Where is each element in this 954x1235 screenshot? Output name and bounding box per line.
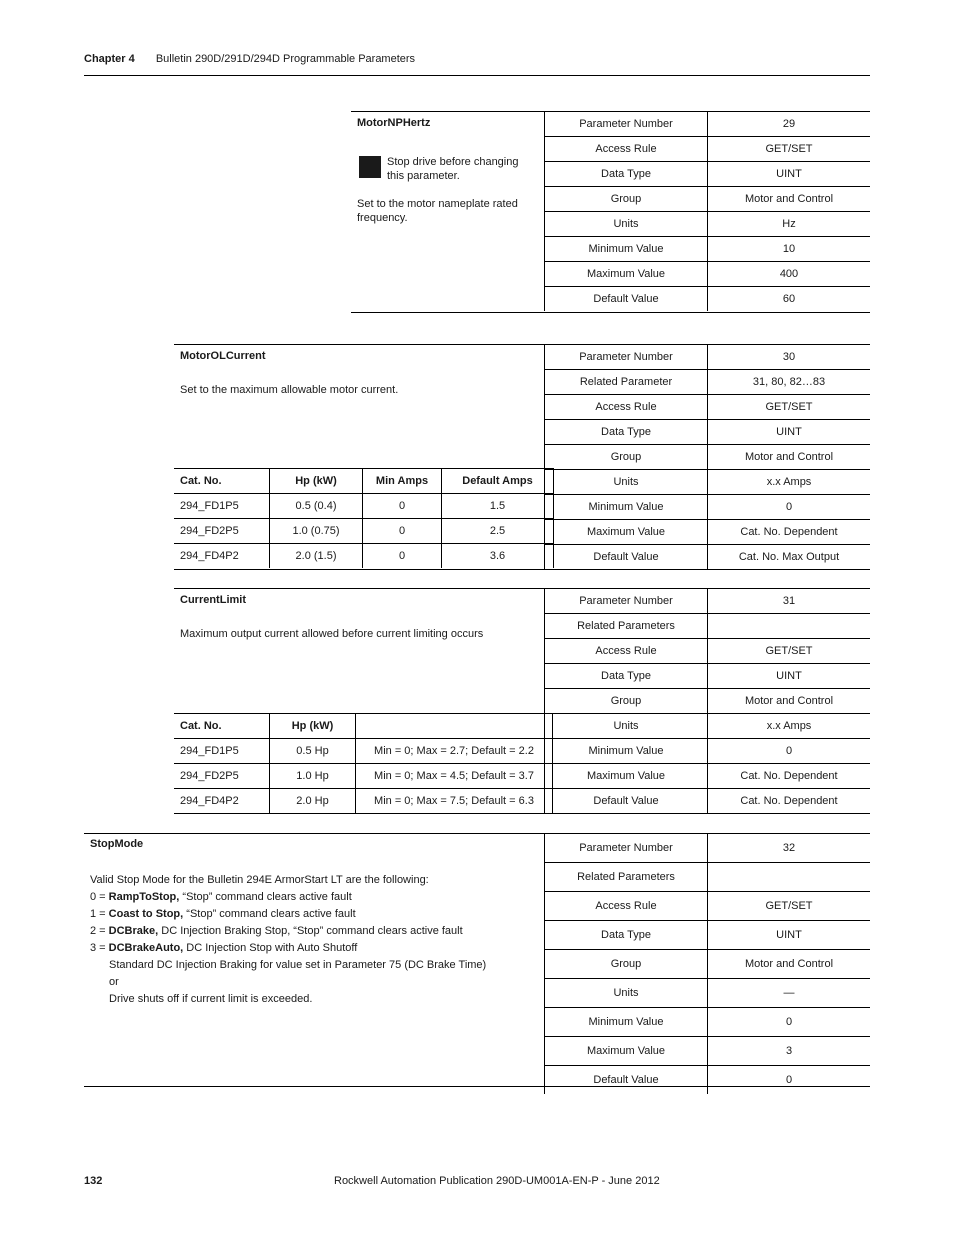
property-label: Minimum Value xyxy=(545,237,708,262)
property-label: Related Parameters xyxy=(545,614,708,639)
property-label: Data Type xyxy=(545,921,708,950)
property-label: Data Type xyxy=(545,162,708,187)
stopmode-description xyxy=(90,872,530,1008)
property-value: UINT xyxy=(708,162,871,187)
property-value: UINT xyxy=(708,420,871,445)
property-row xyxy=(545,237,871,262)
property-label: Maximum Value xyxy=(545,262,708,287)
property-label: Units xyxy=(545,212,708,237)
property-row xyxy=(545,689,871,714)
property-label: Maximum Value xyxy=(545,764,708,789)
property-value: 60 xyxy=(708,287,871,312)
property-row xyxy=(545,137,871,162)
property-row xyxy=(545,614,871,639)
property-row xyxy=(545,714,871,739)
property-label: Minimum Value xyxy=(545,495,708,520)
stopmode-intro: Valid Stop Mode for the Bulletin 294E ArmorStart LT are the following: xyxy=(90,874,429,886)
property-label: Units xyxy=(545,470,708,495)
chapter-title: Bulletin 290D/291D/294D Programmable Parameters xyxy=(155,53,416,65)
option-description: “Stop” command clears active fault xyxy=(183,908,356,920)
param-properties-table xyxy=(544,589,870,813)
property-row xyxy=(545,789,871,814)
property-value: UINT xyxy=(708,664,871,689)
stopmode-option xyxy=(90,923,530,940)
property-value: 0 xyxy=(708,1066,871,1095)
property-label: Parameter Number xyxy=(545,345,708,370)
stopmode-options xyxy=(90,889,530,957)
property-value: Motor and Control xyxy=(708,950,871,979)
property-label: Default Value xyxy=(545,545,708,570)
property-row xyxy=(545,892,871,921)
warning-icon xyxy=(359,156,381,178)
param-properties-table xyxy=(544,112,870,311)
table-cell: 2.0 Hp xyxy=(270,789,356,814)
option-description: DC Injection Braking Stop, “Stop” command clears active fault xyxy=(158,925,463,937)
table-cell: 294_FD1P5 xyxy=(174,494,270,519)
property-value: 31, 80, 82…83 xyxy=(708,370,871,395)
property-value: x.x Amps xyxy=(708,470,871,495)
property-value xyxy=(708,863,871,892)
property-row xyxy=(545,639,871,664)
property-row xyxy=(545,495,871,520)
column-header: Hp (kW) xyxy=(270,714,356,739)
property-row xyxy=(545,345,871,370)
property-label: Data Type xyxy=(545,420,708,445)
property-value: Motor and Control xyxy=(708,689,871,714)
property-row xyxy=(545,950,871,979)
property-value: 400 xyxy=(708,262,871,287)
property-row xyxy=(545,212,871,237)
table-cell: 294_FD4P2 xyxy=(174,544,270,569)
property-row xyxy=(545,589,871,614)
property-label: Related Parameter xyxy=(545,370,708,395)
property-row xyxy=(545,834,871,863)
column-header: Hp (kW) xyxy=(270,469,363,494)
property-row xyxy=(545,395,871,420)
property-value: GET/SET xyxy=(708,892,871,921)
catalog-table xyxy=(174,713,553,813)
property-value: 30 xyxy=(782,351,796,363)
option-name: DCBrake, xyxy=(108,925,159,937)
param-description: Set to the maximum allowable motor current. xyxy=(180,384,399,396)
property-value: 3 xyxy=(708,1037,871,1066)
stopmode-sub-shutoff: Drive shuts off if current limit is exceeded. xyxy=(109,993,313,1005)
param-block-motorolcurrent xyxy=(174,344,870,570)
property-label: Group xyxy=(545,187,708,212)
table-cell: Min = 0; Max = 7.5; Default = 6.3 xyxy=(356,789,553,814)
property-value: GET/SET xyxy=(708,395,871,420)
property-value: Motor and Control xyxy=(708,187,871,212)
warning-text: Stop drive before changing this parameter. xyxy=(387,156,519,182)
table-cell: Min = 0; Max = 2.7; Default = 2.2 xyxy=(356,739,553,764)
param-description: Set to the motor nameplate rated frequency. xyxy=(357,198,518,224)
param-block-currentlimit xyxy=(174,588,870,814)
param-block-stopmode xyxy=(84,833,870,1087)
option-value: 3 = xyxy=(90,942,109,954)
option-name: Coast to Stop, xyxy=(108,908,184,920)
property-row xyxy=(545,764,871,789)
option-name: RampToStop, xyxy=(108,891,180,903)
property-value: 0 xyxy=(708,739,871,764)
property-row xyxy=(545,545,871,570)
property-label: Group xyxy=(545,950,708,979)
property-value: 10 xyxy=(708,237,871,262)
property-label: Default Value xyxy=(545,789,708,814)
stopmode-sub-or: or xyxy=(109,976,119,988)
property-row xyxy=(545,863,871,892)
property-row xyxy=(545,162,871,187)
catalog-header-row xyxy=(174,469,554,494)
table-cell: 294_FD2P5 xyxy=(174,764,270,789)
property-row xyxy=(545,1037,871,1066)
property-row xyxy=(545,470,871,495)
table-cell: 2.0 (1.5) xyxy=(270,544,363,569)
property-value: 31 xyxy=(782,595,796,607)
table-cell: 0.5 (0.4) xyxy=(270,494,363,519)
table-cell: 1.0 Hp xyxy=(270,764,356,789)
property-row xyxy=(545,262,871,287)
property-value: Motor and Control xyxy=(708,445,871,470)
property-label: Units xyxy=(545,714,708,739)
publication-info: Rockwell Automation Publication 290D-UM001A-EN-P - June 2012 xyxy=(334,1175,660,1187)
property-label: Parameter Number xyxy=(545,112,708,137)
property-value: Cat. No. Dependent xyxy=(708,789,871,814)
property-label: Parameter Number xyxy=(545,589,708,614)
table-cell: 3.6 xyxy=(442,544,554,569)
param-block-motornphertz xyxy=(351,111,870,313)
catalog-header-row xyxy=(174,714,553,739)
param-name: MotorOLCurrent xyxy=(180,350,266,362)
property-row xyxy=(545,1066,871,1095)
page-header xyxy=(84,53,415,65)
option-value: 0 = xyxy=(90,891,109,903)
property-label: Access Rule xyxy=(545,892,708,921)
option-description: “Stop” command clears active fault xyxy=(179,891,352,903)
catalog-table xyxy=(174,468,554,568)
option-value: 2 = xyxy=(90,925,109,937)
column-header: Min Amps xyxy=(363,469,442,494)
table-row xyxy=(174,789,553,814)
param-name: StopMode xyxy=(90,838,144,850)
table-cell: 0 xyxy=(363,544,442,569)
stopmode-option xyxy=(90,940,530,957)
table-cell: 294_FD1P5 xyxy=(174,739,270,764)
property-label: Maximum Value xyxy=(545,1037,708,1066)
option-description: DC Injection Stop with Auto Shutoff xyxy=(183,942,358,954)
stopmode-option xyxy=(90,889,530,906)
property-row xyxy=(545,420,871,445)
property-label: Related Parameters xyxy=(545,863,708,892)
property-value: Hz xyxy=(708,212,871,237)
table-row xyxy=(174,739,553,764)
param-properties-table xyxy=(544,345,870,569)
table-cell: 294_FD4P2 xyxy=(174,789,270,814)
table-cell: 0 xyxy=(363,494,442,519)
property-value xyxy=(708,614,871,639)
property-row xyxy=(545,664,871,689)
param-name: MotorNPHertz xyxy=(357,117,431,129)
stopmode-option xyxy=(90,906,530,923)
table-cell: 1.5 xyxy=(442,494,554,519)
property-row xyxy=(545,921,871,950)
property-label: Minimum Value xyxy=(545,1008,708,1037)
property-label: Group xyxy=(545,689,708,714)
property-label: Parameter Number xyxy=(545,834,708,863)
param-name: CurrentLimit xyxy=(180,594,246,606)
property-value: 32 xyxy=(782,842,796,854)
property-label: Minimum Value xyxy=(545,739,708,764)
property-row xyxy=(545,1008,871,1037)
header-rule xyxy=(84,75,870,76)
stopmode-sub-standard: Standard DC Injection Braking for value set in Parameter 75 (DC Brake Time) xyxy=(109,959,487,971)
property-row xyxy=(545,445,871,470)
option-value: 1 = xyxy=(90,908,109,920)
property-label: Units xyxy=(545,979,708,1008)
table-row xyxy=(174,764,553,789)
property-label: Access Rule xyxy=(545,639,708,664)
property-row xyxy=(545,187,871,212)
property-row xyxy=(545,112,871,137)
param-description: Maximum output current allowed before current limiting occurs xyxy=(180,628,484,640)
page-number: 132 xyxy=(84,1175,103,1187)
column-header: Cat. No. xyxy=(174,469,270,494)
property-value: 0 xyxy=(708,495,871,520)
property-value: Cat. No. Dependent xyxy=(708,520,871,545)
property-value: 29 xyxy=(782,118,796,130)
column-header xyxy=(356,714,553,739)
table-row xyxy=(174,519,554,544)
table-cell: 2.5 xyxy=(442,519,554,544)
property-value: — xyxy=(708,979,871,1008)
property-label: Default Value xyxy=(545,1066,708,1095)
property-label: Access Rule xyxy=(545,137,708,162)
property-row xyxy=(545,979,871,1008)
chapter-label: Chapter 4 xyxy=(84,53,135,65)
property-label: Data Type xyxy=(545,664,708,689)
property-row xyxy=(545,287,871,312)
table-row xyxy=(174,494,554,519)
param-properties-table xyxy=(544,834,870,1094)
table-cell: 0.5 Hp xyxy=(270,739,356,764)
property-row xyxy=(545,370,871,395)
property-label: Access Rule xyxy=(545,395,708,420)
table-cell: Min = 0; Max = 4.5; Default = 3.7 xyxy=(356,764,553,789)
property-label: Group xyxy=(545,445,708,470)
table-row xyxy=(174,544,554,569)
property-value: GET/SET xyxy=(708,639,871,664)
property-label: Maximum Value xyxy=(545,520,708,545)
table-cell: 294_FD2P5 xyxy=(174,519,270,544)
property-value: x.x Amps xyxy=(708,714,871,739)
column-header: Default Amps xyxy=(442,469,554,494)
property-value: 0 xyxy=(708,1008,871,1037)
column-header: Cat. No. xyxy=(174,714,270,739)
property-value: GET/SET xyxy=(708,137,871,162)
option-name: DCBrakeAuto, xyxy=(108,942,184,954)
property-value: Cat. No. Dependent xyxy=(708,764,871,789)
table-cell: 0 xyxy=(363,519,442,544)
property-value: Cat. No. Max Output xyxy=(708,545,871,570)
property-value: UINT xyxy=(708,921,871,950)
table-cell: 1.0 (0.75) xyxy=(270,519,363,544)
property-row xyxy=(545,739,871,764)
property-row xyxy=(545,520,871,545)
property-label: Default Value xyxy=(545,287,708,312)
